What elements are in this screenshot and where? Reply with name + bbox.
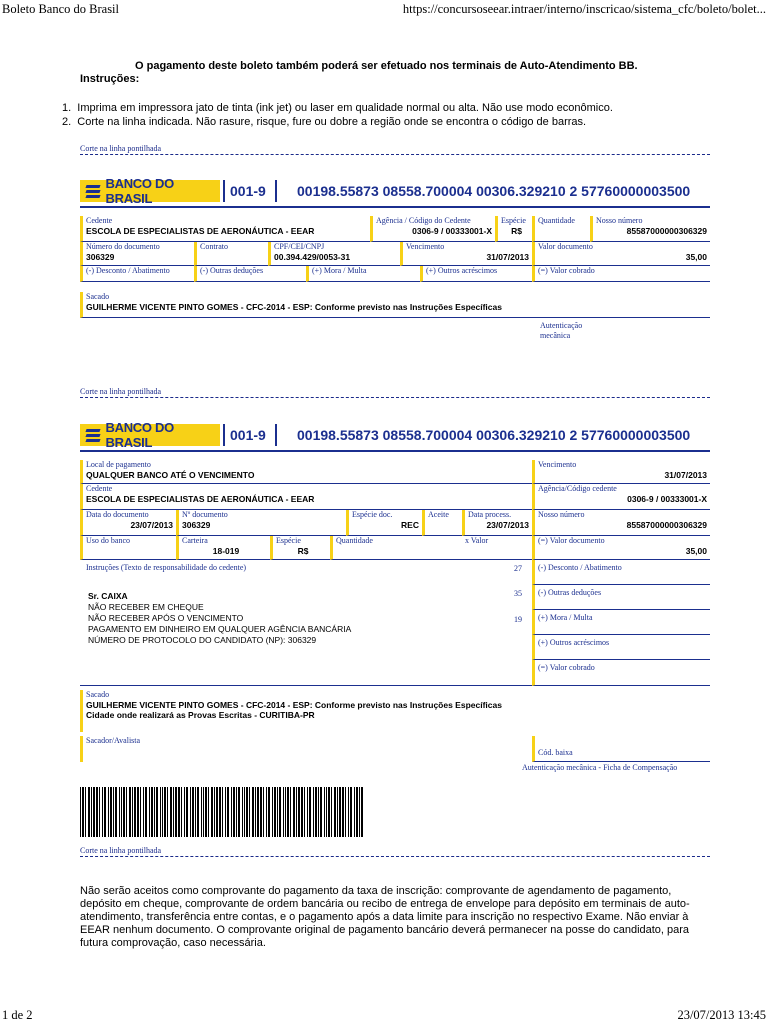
ficha-especie-doc-value: REC [401,520,419,530]
ficha-data-doc-value: 23/07/2013 [130,520,173,530]
bank-logo-text: BANCO DO BRASIL [105,176,174,206]
ficha-carteira-cell [176,536,270,560]
instructions-title: Instruções: [80,73,140,85]
receipt-especie-cell [495,216,532,242]
ficha-desconto-label: (-) Desconto / Abatimento [538,563,622,572]
receipt-sacado-cell [80,292,710,318]
ficha-autenticacao-label: Autenticação mecânica - Ficha de Compensação [522,763,678,772]
receipt-valor-cobrado-cell [532,266,710,282]
receipt-cedente-label: Cedente [86,216,113,225]
ficha-data-process-label: Data process. [468,510,512,519]
ficha-local-pagamento-label: Local de pagamento [86,460,151,469]
ficha-mora-cell [532,610,710,635]
ficha-instrucao-line: PAGAMENTO EM DINHEIRO EM QUALQUER AGÊNCIA BANCÁRIA [88,624,352,634]
ficha-carteira-label: Carteira [182,536,208,545]
receipt-outros-acrescimos-label: (+) Outros acréscimos [426,266,498,275]
ficha-data-doc-cell [80,510,176,536]
receipt-quantidade-cell [532,216,590,242]
ficha-desconto-cell [532,560,710,585]
ficha-valor-doc-label: (=) Valor documento [538,536,605,545]
bank-logo-icon [86,428,100,442]
print-page-url: https://concursoseear.intraer/interno/inscricao/sistema_cfc/boleto/bolet... [402,2,766,16]
receipt-valor-cobrado-label: (=) Valor cobrado [538,266,595,275]
ficha-aceite-cell [422,510,462,536]
atm-note: O pagamento deste boleto também poderá ser efetuado nos terminais de Auto-Atendimento BB. [135,60,638,72]
ficha-sacador-cell [80,736,532,762]
receipt-cpf-value: 00.394.429/0053-31 [274,252,351,262]
cut-line [80,856,710,857]
receipt-mora-label: (+) Mora / Multa [312,266,367,275]
instruction-item-2: 2. Corte na linha indicada. Não rasure, risque, fure ou dobre a região onde se encontra o código de barras. [62,116,587,128]
ficha-local-pagamento-value: QUALQUER BANCO ATÉ O VENCIMENTO [86,470,255,480]
receipt-agencia-cell [370,216,495,242]
ficha-instrucoes-label: Instruções (Texto de responsabilidade do cedente) [86,563,247,572]
ficha-instrucoes-text [88,591,351,646]
ficha-outros-acrescimos-cell [532,635,710,660]
ficha-valor-doc-value: 35,00 [685,546,707,556]
receipt-desconto-cell [80,266,194,282]
ficha-instrucao-line: NÃO RECEBER APÓS O VENCIMENTO [88,613,244,623]
cut-line-label: Corte na linha pontilhada [80,846,162,855]
ficha-side-number: 35 [514,589,522,598]
bank-code: 001-9 [230,183,266,199]
receipt-especie-value: R$ [511,226,522,236]
receipt-sacado-value: GUILHERME VICENTE PINTO GOMES - CFC-2014 - ESP: Conforme previsto nas Instruções Específicas [86,302,502,312]
ficha-cod-baixa-cell [532,736,710,762]
ficha-carteira-value: 18-019 [212,546,240,556]
ficha-data-process-value: 23/07/2013 [486,520,529,530]
receipt-num-doc-label: Número do documento [86,242,160,251]
receipt-nosso-numero-cell [590,216,710,242]
receipt-desconto-label: (-) Desconto / Abatimento [86,266,170,275]
receipt-vencimento-cell [400,242,532,266]
receipt-valor-doc-value: 35,00 [685,252,707,262]
receipt-sacado-label: Sacado [86,292,110,301]
receipt-autenticacao-label: Autenticação mecânica [540,321,583,340]
ficha-outras-deducoes-cell [532,585,710,610]
bank-code: 001-9 [230,427,266,443]
ficha-quantidade-label: Quantidade [336,536,373,545]
ficha-agencia-label: Agência/Código cedente [538,484,617,493]
cut-line [80,154,710,155]
receipt-cedente-cell [80,216,370,242]
ficha-cedente-value: ESCOLA DE ESPECIALISTAS DE AERONÁUTICA - EEAR [86,494,315,504]
receipt-nosso-numero-label: Nosso número [596,216,643,225]
ficha-local-pagamento-cell [80,460,532,484]
ficha-vencimento-label: Vencimento [538,460,577,469]
ficha-outras-deducoes-label: (-) Outras deduções [538,588,602,597]
receipt-num-doc-cell [80,242,194,266]
ficha-sacador-label: Sacador/Avalista [86,736,141,745]
bank-logo-text: BANCO DO BRASIL [105,420,174,450]
ficha-side-number: 19 [514,615,522,624]
ficha-data-doc-label: Data do documento [86,510,149,519]
receipt-num-doc-value: 306329 [86,252,115,262]
ficha-agencia-cell [532,484,710,510]
print-page-number: 1 de 2 [2,1008,33,1022]
ficha-num-doc-label: Nº documento [182,510,228,519]
print-datetime: 23/07/2013 13:45 [677,1008,766,1022]
receipt-contrato-cell [194,242,268,266]
ficha-especie-value: R$ [297,546,309,556]
ficha-nosso-numero-cell [532,510,710,536]
receipt-vencimento-value: 31/07/2013 [486,252,529,262]
cut-line-label: Corte na linha pontilhada [80,144,162,153]
receipt-cpf-cell [268,242,400,266]
ficha-cidade-value: Cidade onde realizará as Provas Escritas - CURITIBA-PR [86,710,315,720]
ficha-especie-label: Espécie [276,536,301,545]
ficha-side-number: 27 [514,564,522,573]
receipt-agencia-label: Agência / Código do Cedente [376,216,471,225]
receipt-valor-doc-cell [532,242,710,266]
bank-logo [80,176,220,206]
ficha-agencia-value: 0306-9 / 00333001-X [627,494,707,504]
ficha-nosso-numero-label: Nosso número [538,510,585,519]
ficha-especie-cell [270,536,330,560]
ficha-sacado-cell [80,690,710,732]
ficha-cod-baixa-label: Cód. baixa [538,748,573,757]
ficha-mora-label: (+) Mora / Multa [538,613,593,622]
ficha-nosso-numero-value: 85587000000306329 [626,520,707,530]
print-page-title: Boleto Banco do Brasil [2,2,119,16]
ficha-sacado-label: Sacado [86,690,110,699]
ficha-num-doc-cell [176,510,346,536]
ficha-aceite-label: Aceite [428,510,449,519]
ficha-valor-doc-cell [532,536,710,560]
ficha-cedente-label: Cedente [86,484,113,493]
ficha-x-valor-cell [462,536,532,560]
ficha-instrucoes-block [80,560,532,686]
receipt-outras-deducoes-cell [194,266,306,282]
ficha-num-doc-value: 306329 [182,520,211,530]
ficha-sacado-value: GUILHERME VICENTE PINTO GOMES - CFC-2014 - ESP: Conforme previsto nas Instruções Específicas [86,700,502,710]
ficha-uso-banco-cell [80,536,176,560]
receipt-outros-acrescimos-cell [420,266,532,282]
receipt-quantidade-label: Quantidade [538,216,575,225]
receipt-cedente-value: ESCOLA DE ESPECIALISTAS DE AERONÁUTICA - EEAR [86,226,315,236]
ficha-valor-cobrado-cell [532,660,710,686]
ficha-data-process-cell [462,510,532,536]
receipt-vencimento-label: Vencimento [406,242,445,251]
cut-line-label: Corte na linha pontilhada [80,387,162,396]
receipt-valor-doc-label: Valor documento [538,242,593,251]
bank-logo-icon [86,184,100,198]
cut-line [80,397,710,398]
linha-digitavel: 00198.55873 08558.700004 00306.329210 2 57760000003500 [297,183,691,199]
ficha-instrucao-line: Sr. CAIXA [88,591,128,601]
receipt-contrato-label: Contrato [200,242,228,251]
ficha-instrucao-line: NÚMERO DE PROTOCOLO DO CANDIDATO (NP): 306329 [88,635,317,645]
ficha-quantidade-cell [330,536,462,560]
receipt-especie-label: Espécie [501,216,526,225]
ficha-outros-acrescimos-label: (+) Outros acréscimos [538,638,610,647]
linha-digitavel: 00198.55873 08558.700004 00306.329210 2 57760000003500 [297,427,691,443]
ficha-x-valor-label: x Valor [465,536,489,545]
bank-logo [80,420,220,450]
ficha-instrucao-line: NÃO RECEBER EM CHEQUE [88,602,204,612]
ficha-vencimento-value: 31/07/2013 [664,470,707,480]
receipt-agencia-value: 0306-9 / 00333001-X [412,226,492,236]
instruction-item-1: 1. Imprima em impressora jato de tinta (ink jet) ou laser em qualidade normal ou alta. Não use modo econômico. [62,102,613,114]
ficha-uso-banco-label: Uso do banco [86,536,130,545]
ficha-valor-cobrado-label: (=) Valor cobrado [538,663,595,672]
ficha-especie-doc-cell [346,510,422,536]
ficha-cedente-cell [80,484,532,510]
receipt-cpf-label: CPF/CEI/CNPJ [274,242,325,251]
barcode [80,787,365,837]
receipt-mora-cell [306,266,420,282]
receipt-nosso-numero-value: 85587000000306329 [626,226,707,236]
receipt-outras-deducoes-label: (-) Outras deduções [200,266,264,275]
ficha-especie-doc-label: Espécie doc. [352,510,393,519]
ficha-vencimento-cell [532,460,710,484]
payment-notice: Não serão aceitos como comprovante do pagamento da taxa de inscrição: comprovante de agendamento de pagamento, depósito em cheque, comprovante de ordem bancária ou recibo de entrega de envelope para depósito em terminais de auto-atendimento, transferência entre contas, e o pagamento após a data limite para inscrição no respectivo Exame. Não enviar à EEAR nenhum documento. O comprovante original de pagamento bancário deverá permanecer na posse do candidato, para futura comprovação, caso necessária. [80,885,690,949]
